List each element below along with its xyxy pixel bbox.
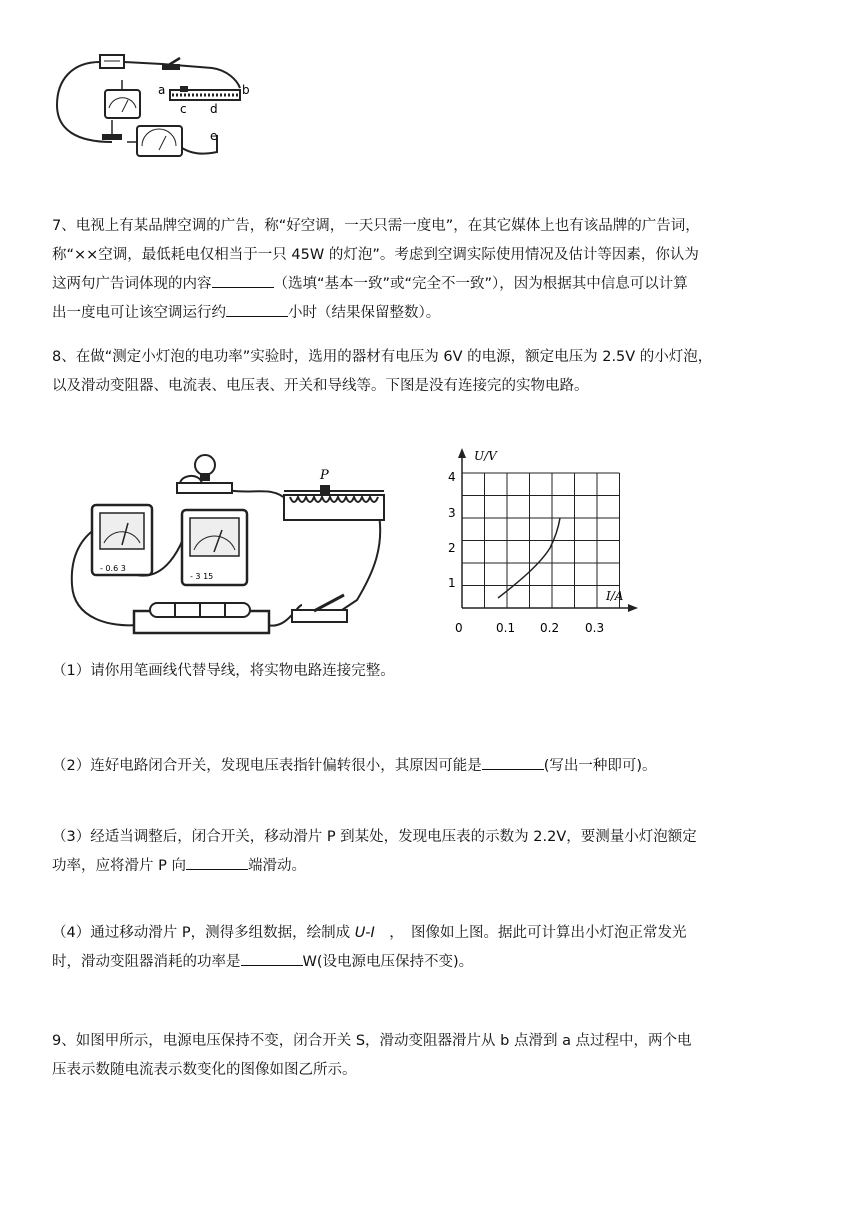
slider-label-p: P xyxy=(320,468,329,483)
q8-sub-4-ui: U-I xyxy=(354,925,375,941)
q8-sub-1 xyxy=(52,657,812,686)
q8-sub-2 xyxy=(52,752,812,781)
graph-x-tick-0: 0 xyxy=(455,621,463,635)
q7-line-2: 称“××空调，最低耗电仅相当于一只 45W 的灯泡”。考虑到空调实际使用情况及估计等因素，你认为 xyxy=(52,247,699,263)
q7-line-4 xyxy=(52,299,812,328)
q9-line-1: 9、如图甲所示，电源电压保持不变，闭合开关 S，滑动变阻器滑片从 b 点滑到 a 点过程中，两个电 xyxy=(52,1033,692,1049)
graph-y-tick-3: 3 xyxy=(448,506,456,520)
label-c: c xyxy=(180,102,187,116)
q8-sub-4-line-1 xyxy=(52,919,812,948)
q8-sub-3 xyxy=(52,823,812,881)
q7-line-3 xyxy=(52,270,812,299)
q8-sub-4-d: W(设电源电压保持不变)。 xyxy=(302,954,474,970)
q8-sub-1-text: （1）请你用笔画线代替导线，将实物电路连接完整。 xyxy=(52,663,395,679)
q8-sub-2-blank[interactable] xyxy=(482,755,544,770)
q8-line-2: 以及滑动变阻器、电流表、电压表、开关和导线等。下图是没有连接完的实物电路。 xyxy=(52,378,589,394)
q8-sub-4-b: ， 图像如上图。据此可计算出小灯泡正常发光 xyxy=(374,925,687,941)
q8-sub-4-a: （4）通过移动滑片 P，测得多组数据，绘制成 xyxy=(52,925,355,941)
q7-line-3-a: 这两句广告词体现的内容 xyxy=(52,276,212,292)
q8-sub-3-blank[interactable] xyxy=(186,855,248,870)
graph-x-axis-label: I/A xyxy=(606,589,624,603)
question-7 xyxy=(52,212,812,328)
label-a: a xyxy=(158,83,166,97)
q7-line-4-b: 小时（结果保留整数）。 xyxy=(288,305,441,321)
graph-y-tick-1: 1 xyxy=(448,576,456,590)
q7-line-3-b: （选填“基本一致”或“完全不一致”），因为根据其中信息可以计算 xyxy=(273,276,688,292)
q8-sub-4-blank[interactable] xyxy=(241,951,303,966)
q7-blank-1[interactable] xyxy=(212,273,274,288)
q7-blank-2[interactable] xyxy=(226,302,288,317)
graph-x-tick-3: 0.3 xyxy=(585,621,605,635)
ammeter-terminals: - 0.6 3 xyxy=(100,564,126,573)
q7-line-4-a: 出一度电可让该空调运行约 xyxy=(52,305,226,321)
question-8 xyxy=(52,343,812,401)
q8-sub-4-line-2 xyxy=(52,948,812,977)
graph-y-axis-label: U/V xyxy=(474,449,497,463)
q8-sub-2-b: (写出一种即可)。 xyxy=(543,758,657,774)
graph-x-tick-2: 0.2 xyxy=(540,621,560,635)
q8-sub-4-c: 时，滑动变阻器消耗的功率是 xyxy=(52,954,241,970)
label-b: b xyxy=(242,83,250,97)
label-e: e xyxy=(210,129,218,143)
q8-line-1: 8、在做“测定小灯泡的电功率”实验时，选用的器材有电压为 6V 的电源，额定电压为 2.5V 的小灯泡， xyxy=(52,349,713,365)
voltmeter-terminals: - 3 15 xyxy=(190,572,214,581)
q8-sub-4 xyxy=(52,919,812,977)
top-circuit-figure xyxy=(52,50,262,165)
graph-x-tick-1: 0.1 xyxy=(496,621,516,635)
q8-sub-2-line xyxy=(52,752,812,781)
q8-sub-3-line-2 xyxy=(52,852,812,881)
q8-circuit-figure xyxy=(52,435,397,640)
graph-grid xyxy=(462,473,620,608)
graph-y-tick-4: 4 xyxy=(448,470,456,484)
q8-sub-2-a: （2）连好电路闭合开关，发现电压表指针偏转很小，其原因可能是 xyxy=(52,758,482,774)
q8-sub-3-a: 功率，应将滑片 P 向 xyxy=(52,858,186,874)
question-9 xyxy=(52,1027,812,1085)
q8-ui-graph xyxy=(440,446,640,640)
q8-sub-3-b: 端滑动。 xyxy=(247,858,306,874)
graph-y-tick-2: 2 xyxy=(448,541,456,555)
q7-line-1: 7、电视上有某品牌空调的广告，称“好空调，一天只需一度电”，在其它媒体上也有该品牌的广告词， xyxy=(52,218,700,234)
q9-line-2: 压表示数随电流表示数变化的图像如图乙所示。 xyxy=(52,1062,357,1078)
label-d: d xyxy=(210,102,218,116)
q8-sub-3-line-1: （3）经适当调整后，闭合开关，移动滑片 P 到某处，发现电压表的示数为 2.2V，要测量小灯泡额定 xyxy=(52,829,697,845)
